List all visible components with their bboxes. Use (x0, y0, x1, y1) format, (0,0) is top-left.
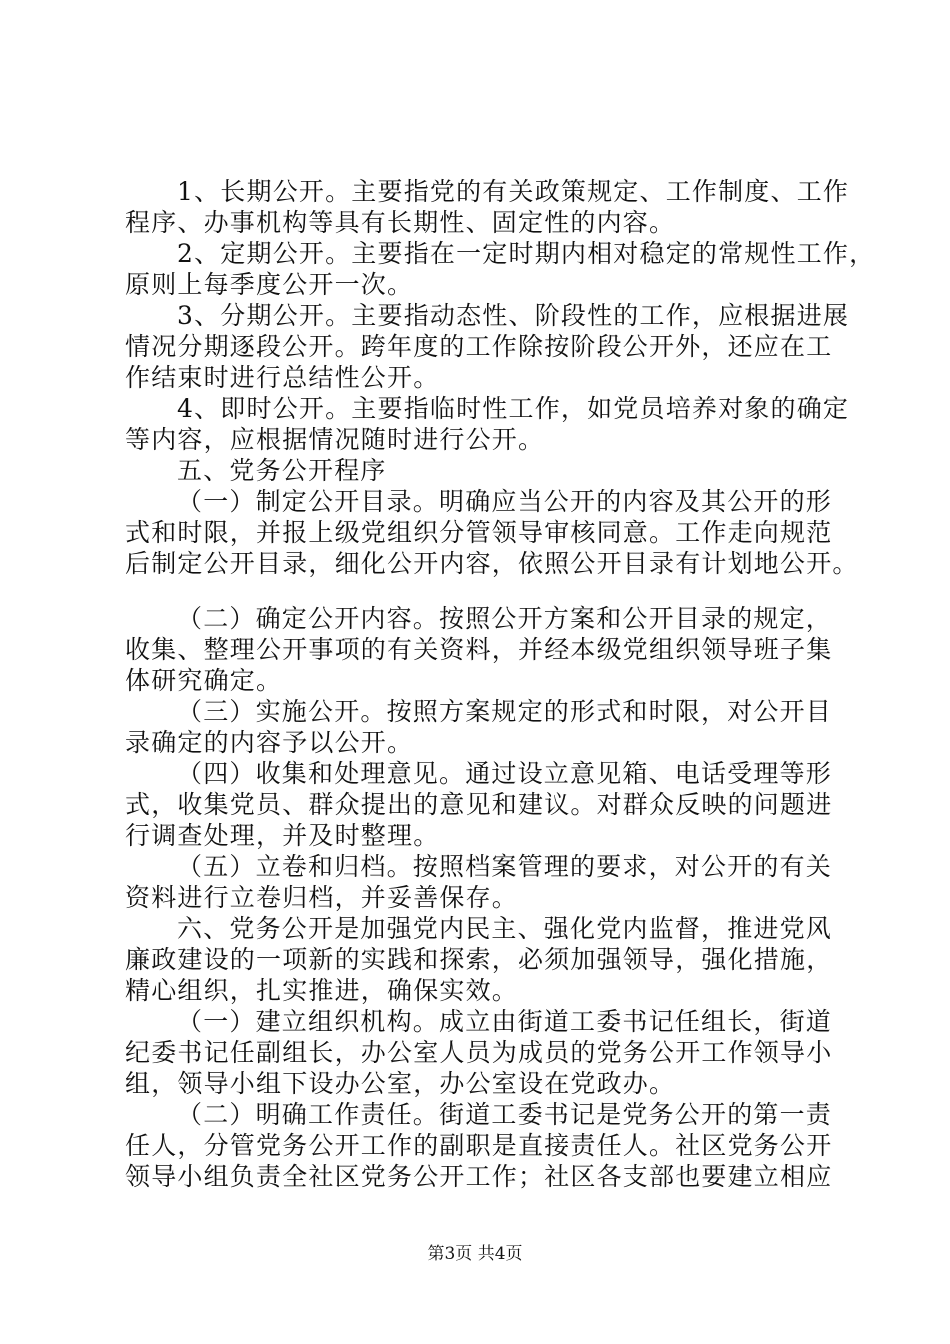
text-line: 收集、整理公开事项的有关资料，并经本级党组织领导班子集 (125, 635, 833, 664)
text-line: （二）明确工作责任。街道工委书记是党务公开的第一责 (177, 1100, 833, 1129)
text-line: 体研究确定。 (125, 666, 283, 695)
text-line: 4、即时公开。主要指临时性工作，如党员培养对象的确定 (177, 394, 850, 423)
text-line: 式，收集党员、群众提出的意见和建议。对群众反映的问题进 (125, 790, 833, 819)
text-line: 原则上每季度公开一次。 (125, 270, 414, 299)
text-line: 行调查处理，并及时整理。 (125, 821, 440, 850)
text-line: 后制定公开目录，细化公开内容，依照公开目录有计划地公开。 (125, 549, 859, 578)
text-line: 情况分期逐段公开。跨年度的工作除按阶段公开外，还应在工 (125, 332, 833, 361)
text-line: 作结束时进行总结性公开。 (125, 363, 440, 392)
text-line: （一）制定公开目录。明确应当公开的内容及其公开的形 (177, 487, 833, 516)
text-line: 录确定的内容予以公开。 (125, 728, 414, 757)
text-line: 等内容，应根据情况随时进行公开。 (125, 425, 545, 454)
text-line: 式和时限，并报上级党组织分管领导审核同意。工作走向规范 (125, 518, 833, 547)
text-line: （五）立卷和归档。按照档案管理的要求，对公开的有关 (177, 852, 833, 881)
text-line: 资料进行立卷归档，并妥善保存。 (125, 883, 519, 912)
text-line: 廉政建设的一项新的实践和探索，必须加强领导，强化措施， (125, 945, 833, 974)
text-line: 3、分期公开。主要指动态性、阶段性的工作，应根据进展 (177, 301, 850, 330)
text-line: （三）实施公开。按照方案规定的形式和时限，对公开目 (177, 697, 833, 726)
text-line: 2、定期公开。主要指在一定时期内相对稳定的常规性工作， (177, 239, 876, 268)
page-number-footer: 第3页 共4页 (427, 1244, 523, 1264)
text-line: 任人，分管党务公开工作的副职是直接责任人。社区党务公开 (125, 1131, 833, 1160)
text-line: 领导小组负责全社区党务公开工作；社区各支部也要建立相应 (125, 1162, 833, 1191)
text-line: 1、长期公开。主要指党的有关政策规定、工作制度、工作 (177, 177, 850, 206)
text-line: 精心组织，扎实推进，确保实效。 (125, 976, 519, 1005)
section-heading: 六、党务公开是加强党内民主、强化党内监督，推进党风 (177, 914, 833, 943)
text-line: 纪委书记任副组长，办公室人员为成员的党务公开工作领导小 (125, 1038, 833, 1067)
text-line: 组，领导小组下设办公室，办公室设在党政办。 (125, 1069, 676, 1098)
text-line: （四）收集和处理意见。通过设立意见箱、电话受理等形 (177, 759, 833, 788)
section-heading: 五、党务公开程序 (177, 456, 387, 485)
text-line: （一）建立组织机构。成立由街道工委书记任组长，街道 (177, 1007, 833, 1036)
text-line: 程序、办事机构等具有长期性、固定性的内容。 (125, 208, 676, 237)
text-line: （二）确定公开内容。按照公开方案和公开目录的规定， (177, 604, 833, 633)
